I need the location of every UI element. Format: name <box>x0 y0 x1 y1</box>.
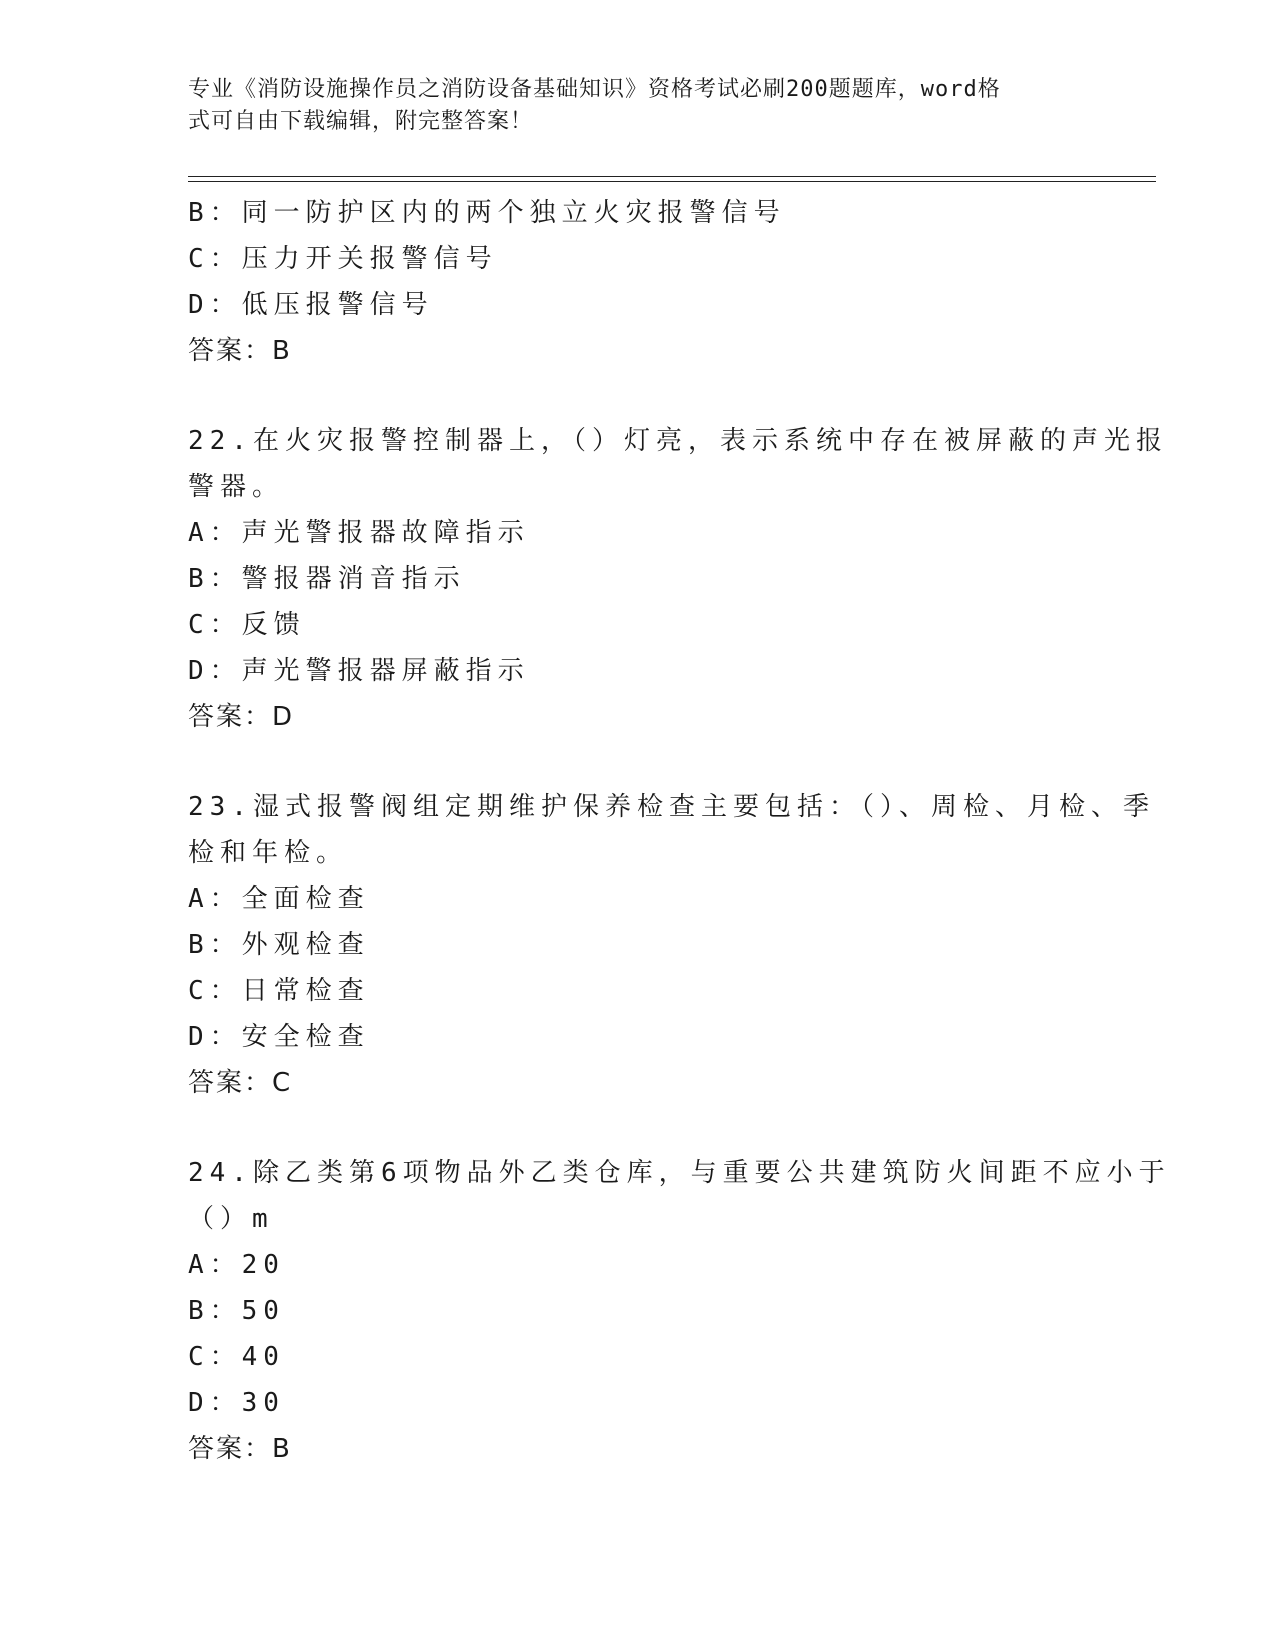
question-stem-line-1: 22.在火灾报警控制器上，（）灯亮，表示系统中存在被屏蔽的声光报 <box>188 426 1168 456</box>
question-stem-line-1: 23.湿式报警阀组定期维护保养检查主要包括：（）、周检、月检、季 <box>188 792 1155 822</box>
option-a: A：全面检查 <box>188 884 370 914</box>
answer-line: 答案：B <box>188 1434 292 1464</box>
question-24 <box>188 1150 1171 1472</box>
question-stem-line-1: 24.除乙类第6项物品外乙类仓库，与重要公共建筑防火间距不应小于 <box>188 1158 1171 1188</box>
option-b: B：警报器消音指示 <box>188 564 466 594</box>
question-stem-line-2: 警器。 <box>188 472 285 502</box>
header-line-2: 式可自由下载编辑，附完整答案！ <box>188 109 534 134</box>
answer-line: 答案：B <box>188 336 292 366</box>
spacer <box>188 740 1088 784</box>
question-stem-line-2: （）m <box>188 1204 274 1234</box>
spacer <box>188 1106 1088 1150</box>
question-stem-line-2: 检和年检。 <box>188 838 349 868</box>
option-b: B：同一防护区内的两个独立火灾报警信号 <box>188 198 786 228</box>
option-d: D：30 <box>188 1388 285 1418</box>
question-23 <box>188 784 1155 1106</box>
spacer <box>188 374 1088 418</box>
option-d: D：声光警报器屏蔽指示 <box>188 656 530 686</box>
option-c: C：40 <box>188 1342 285 1372</box>
question-21-continuation <box>188 190 1088 374</box>
document-header <box>188 74 1068 138</box>
question-list <box>188 190 1171 1472</box>
option-c: C：反馈 <box>188 610 306 640</box>
option-a: A：声光警报器故障指示 <box>188 518 530 548</box>
option-d: D：安全检查 <box>188 1022 370 1052</box>
option-c: C：日常检查 <box>188 976 370 1006</box>
answer-line: 答案：C <box>188 1068 293 1098</box>
option-a: A：20 <box>188 1250 285 1280</box>
question-22 <box>188 418 1168 740</box>
option-b: B：50 <box>188 1296 285 1326</box>
option-b: B：外观检查 <box>188 930 370 960</box>
option-d: D：低压报警信号 <box>188 290 434 320</box>
header-divider-bottom <box>188 181 1156 182</box>
answer-line: 答案：D <box>188 702 295 732</box>
option-c: C：压力开关报警信号 <box>188 244 498 274</box>
header-divider-top <box>188 176 1156 177</box>
header-line-1: 专业《消防设施操作员之消防设备基础知识》资格考试必刷200题题库，word格 <box>188 77 1001 102</box>
